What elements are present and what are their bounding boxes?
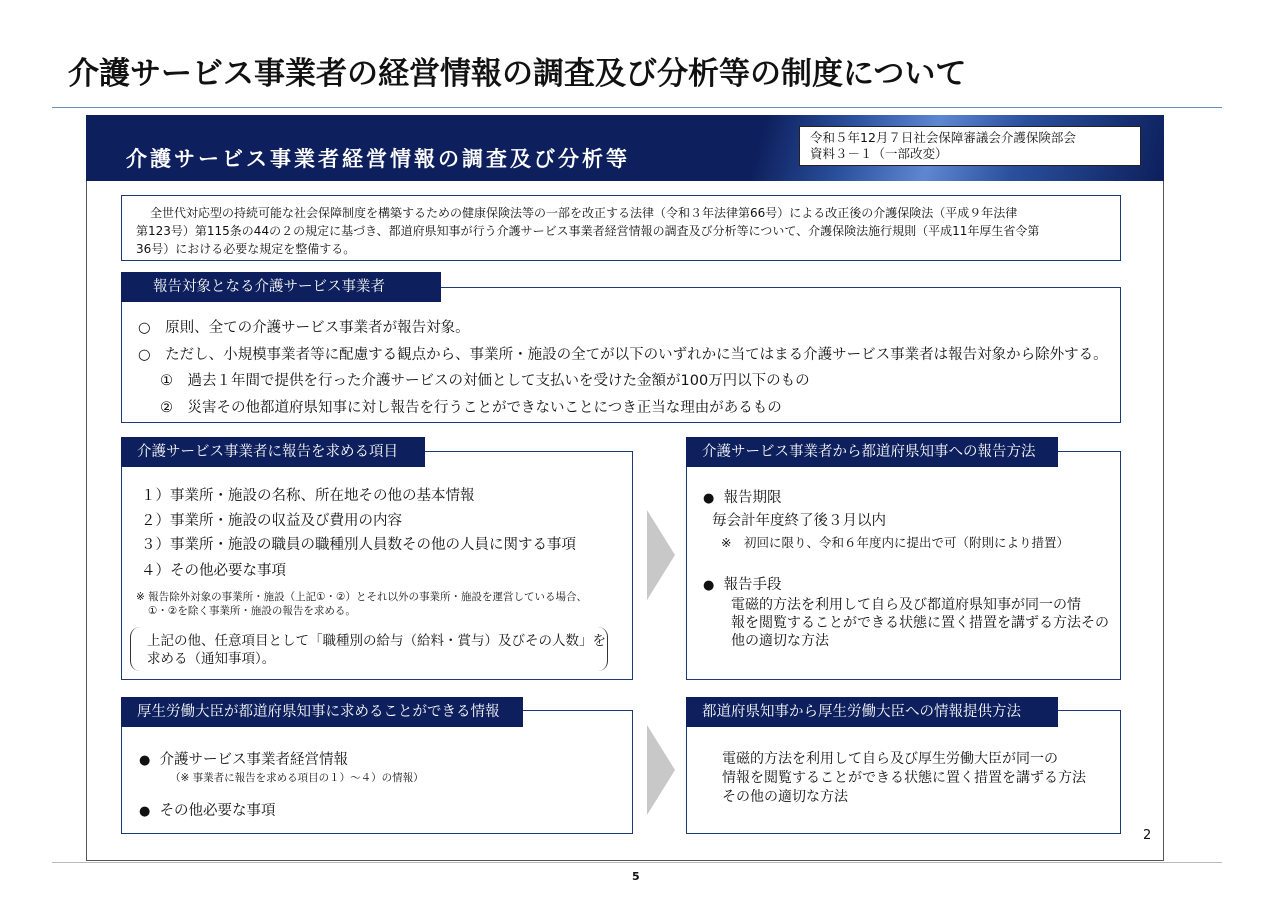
report-item-1: １）事業所・施設の名称、所在地その他の基本情報: [141, 488, 475, 504]
report-note-2: ①・②を除く事業所・施設の報告を求める。: [148, 605, 356, 617]
optional-items-text: [147, 632, 606, 668]
report-item-4: ４）その他必要な事項: [141, 563, 286, 579]
banner-title: 介護サービス事業者経営情報の調査及び分析等: [126, 147, 630, 171]
deadline-label: 報告期限: [723, 490, 782, 506]
minister-item-2: その他必要な事項: [159, 803, 276, 819]
info-line-1: 電磁的方法を利用して自ら及び厚生労働大臣が同一の: [722, 751, 1058, 767]
intro-box: [121, 195, 1121, 261]
bullet-icon: ●: [139, 753, 151, 768]
page-title: 介護サービス事業者の経営情報の調査及び分析等の制度について: [68, 56, 967, 92]
reference-box: [799, 126, 1141, 166]
minister-request-heading: 厚生労働大臣が都道府県知事に求めることができる情報: [121, 697, 523, 727]
info-line-3: その他の適切な方法: [722, 789, 848, 805]
target-sub-1: ① 過去１年間で提供を行った介護サービスの対価として支払いを受けた金額が100万円以下のもの: [160, 373, 810, 389]
intro-line-2: 第123号）第115条の44の２の規定に基づき、都道府県知事が行う介護サービス事業者経営情報の調査及び分析等について、介護保険法施行規則（平成11年厚生省令第: [136, 224, 1040, 238]
report-method-heading: 介護サービス事業者から都道府県知事への報告方法: [686, 437, 1058, 467]
optional-line-1: 上記の他、任意項目として「職種別の給与（給料・賞与）及びその人数」を: [147, 633, 606, 649]
info-line-2: 情報を閲覧することができる状態に置く措置を講ずる方法: [722, 770, 1086, 786]
means-line-3: 他の適切な方法: [731, 633, 829, 649]
title-divider: [52, 107, 1222, 108]
reference-line-2: 資料３－１（一部改変）: [810, 146, 948, 161]
deadline-value: 毎会計年度終了後３月以内: [712, 513, 886, 529]
means-row: [703, 573, 782, 594]
target-item-1: ○ 原則、全ての介護サービス事業者が報告対象。: [138, 320, 470, 336]
info-provision-text: [722, 750, 1086, 807]
deadline-row: [703, 486, 782, 507]
minister-item-1-note: （※ 事業者に報告を求める項目の１）～４）の情報）: [170, 772, 424, 784]
intro-line-3: 36号）における必要な規定を整備する。: [136, 242, 356, 256]
minister-item-1: 介護サービス事業者経営情報: [159, 752, 349, 768]
means-label: 報告手段: [723, 577, 782, 593]
optional-line-2: 求める（通知事項）。: [147, 651, 276, 667]
intro-line-1: 全世代対応型の持続可能な社会保障制度を構築するための健康保険法等の一部を改正する法律（令和３年法律第66号）による改正後の介護保険法（平成９年法律: [150, 206, 1018, 220]
bullet-icon: ●: [139, 804, 151, 819]
target-item-2: ○ ただし、小規模事業者等に配慮する観点から、事業所・施設の全てが以下のいずれかに当てはまる介護サービス事業者は報告対象から除外する。: [138, 347, 1108, 363]
means-text: [731, 596, 1109, 650]
report-item-3: ３）事業所・施設の職員の職種別人員数その他の人員に関する事項: [141, 537, 576, 553]
report-note-1: ※ 報告除外対象の事業所・施設（上記①・②）とそれ以外の事業所・施設を運営している場合、: [136, 591, 587, 603]
info-provision-heading: 都道府県知事から厚生労働大臣への情報提供方法: [686, 697, 1058, 727]
arrow-right-icon: [647, 725, 675, 815]
arrow-right-icon: [647, 510, 675, 600]
bullet-icon: ●: [703, 491, 715, 506]
footer-divider: [52, 862, 1222, 863]
means-line-2: 報を閲覧することができる状態に置く措置を講ずる方法その: [731, 615, 1109, 631]
reference-line-1: 令和５年12月７日社会保障審議会介護保険部会: [810, 130, 1076, 145]
target-sub-2: ② 災害その他都道府県知事に対し報告を行うことができないことにつき正当な理由があるもの: [160, 400, 782, 416]
minister-item-2-row: [139, 799, 276, 820]
page-number: 5: [632, 870, 640, 883]
bullet-icon: ●: [703, 578, 715, 593]
slide-number: 2: [1143, 828, 1152, 843]
report-item-2: ２）事業所・施設の収益及び費用の内容: [141, 513, 402, 529]
means-line-1: 電磁的方法を利用して自ら及び都道府県知事が同一の情: [731, 597, 1081, 613]
minister-item-1-row: [139, 748, 348, 769]
report-items-heading: 介護サービス事業者に報告を求める項目: [121, 437, 425, 467]
target-section-heading: 報告対象となる介護サービス事業者: [121, 272, 441, 302]
deadline-note: ※ 初回に限り、令和６年度内に提出で可（附則により措置）: [721, 535, 1069, 550]
